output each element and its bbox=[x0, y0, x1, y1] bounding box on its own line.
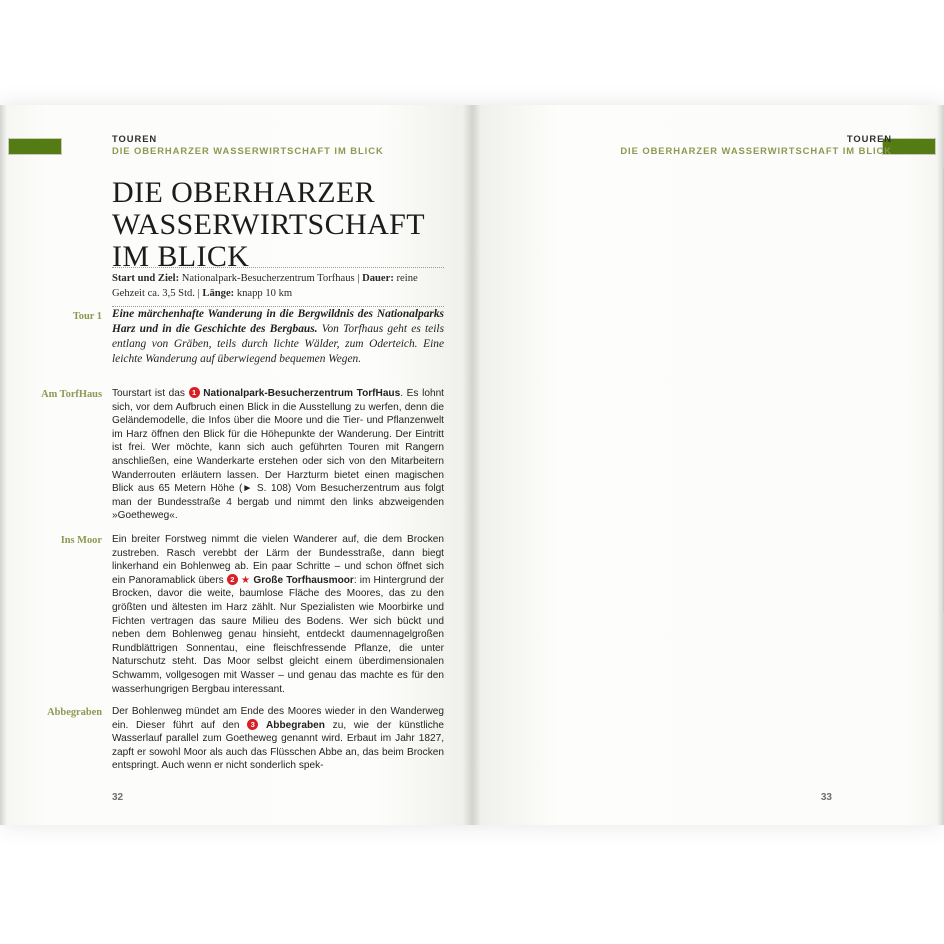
page-edge-shadow-left bbox=[0, 105, 7, 825]
p3-text-b: zu, wie der künstliche Wasserlauf parallel zum Goetheweg genannt wird. Erbaut im Jahr 1827, zapft er sowohl Moor als auch das Flüsschen Abbe an, das beim Brocken entspringt. Auch wenn er nicht sonderlich spek- bbox=[112, 719, 444, 772]
running-head-left bbox=[112, 133, 384, 157]
p2-bold: Große Torfhausmoor bbox=[253, 574, 354, 586]
page-edge-shadow-right bbox=[937, 105, 944, 825]
sidenote-am-torfhaus: Am TorfHaus bbox=[41, 389, 102, 400]
running-head-right-line2: DIE OBERHARZER WASSERWIRTSCHAFT IM BLICK bbox=[620, 145, 892, 156]
facts-value-start: Nationalpark-Besucherzentrum Torfhaus | bbox=[179, 273, 363, 284]
open-book-spread bbox=[0, 105, 944, 825]
inline-marker-1: 1 bbox=[189, 387, 200, 398]
sidenote-abbegraben: Abbegraben bbox=[47, 707, 102, 718]
page-number-right: 33 bbox=[820, 792, 832, 803]
lead-rest-text: Von Torfhaus geht es teils entlang von Gräben, teils durch lichte Wälder, zum Oderteich. Eine leichte Wanderung auf überwiegend bequemen Wegen. bbox=[112, 323, 444, 366]
right-page bbox=[472, 105, 944, 825]
sidenote-ins-moor: Ins Moor bbox=[60, 535, 102, 546]
paragraph-torfhaus bbox=[112, 387, 444, 523]
p2-text-b: : im Hintergrund der Brocken, davor die weite, baumlose Fläche des Moores, das zu den größten und ältesten im Harz zählt. Nur Spezialisten wie Moorbirke und Fichten vertragen das saure Milieu des Bodens. Wer sich bückt und neben dem Bohlenweg genau hinsieht, entdeckt daumennagelgroßen Rundblättrigen Sonnentau, eine fleischfressende Pflanze, die unter Naturschutz steht. Das Moor selbst gleicht einem überdimensionalen Schwamm, vollgesogen mit Wasser – und genau das machte es für den wasserhungrigen Bergbau interessant. bbox=[112, 574, 445, 695]
paragraph-abbegraben bbox=[112, 705, 444, 773]
book-gutter bbox=[463, 105, 481, 825]
left-page bbox=[0, 105, 472, 825]
lead-bold-text: Eine märchenhafte Wanderung in die Bergwildnis des Nationalparks Harz und in die Geschichte des Bergbaus. bbox=[112, 308, 444, 336]
lead-paragraph bbox=[112, 307, 444, 367]
p2-text-a: Ein breiter Forstweg nimmt die vielen Wanderer auf, die dem Brocken zustreben. Rasch verebbt der Lärm der Bundesstraße, dann biegt linkerhand ein Bohlenweg ab. Ein paar Schritte – und schon öffnet sich ein Panoramablick übers bbox=[112, 534, 444, 586]
inline-marker-2: 2 bbox=[227, 574, 238, 585]
page-title: DIE OBERHARZER WASSERWIRTSCHAFT IM BLICK bbox=[112, 176, 425, 273]
page-number-left: 32 bbox=[112, 792, 124, 803]
p1-text-b: . Es lohnt sich, vor dem Aufbruch einen Blick in die Ausstellung zu werfen, denn die Geländemodelle, die Infos über die Moore und die Tier- und Pflanzenwelt im Harz öffnen den Blick für die Höhepunkte der Wanderung. Der Eintritt ist frei. Wer möchte, kann sich auch geführten Touren mit Rangern anschließen, eine Wanderkarte erstehen oder sich von den Mitarbeitern Wanderrouten erläutern lassen. Der Harzturm bietet einen magischen Blick aus 65 Metern Höhe (► S. 108) Vom Besucherzentrum aus folgt man der Bundesstraße 4 bergab und nimmt den links abzweigenden »Goetheweg«. bbox=[112, 388, 444, 522]
facts-label-start: Start und Ziel: bbox=[112, 273, 180, 284]
p1-text-a: Tourstart ist das bbox=[112, 388, 189, 399]
star-icon: ★ bbox=[240, 574, 251, 586]
facts-value-length: knapp 10 km bbox=[234, 287, 293, 299]
running-head-right-line1: TOUREN bbox=[846, 133, 892, 144]
chapter-tab-marker-left bbox=[8, 138, 62, 155]
inline-marker-3: 3 bbox=[247, 719, 258, 730]
running-head-left-line1: TOUREN bbox=[112, 133, 158, 144]
facts-label-duration: Dauer: bbox=[362, 273, 394, 284]
p3-bold: Abbegraben bbox=[266, 719, 325, 731]
p1-bold: Nationalpark-Besucherzentrum TorfHaus bbox=[203, 388, 401, 399]
p3-text-a: Der Bohlenweg mündet am Ende des Moores wieder in den Wanderweg ein. Dieser führt auf den bbox=[112, 706, 444, 731]
facts-value-duration: reine Gehzeit ca. 3,5 Std. | bbox=[112, 273, 418, 299]
tour-facts-box bbox=[112, 267, 444, 307]
sidenote-tour: Tour 1 bbox=[72, 311, 102, 322]
running-head-left-line2: DIE OBERHARZER WASSERWIRTSCHAFT IM BLICK bbox=[112, 145, 384, 156]
facts-label-length: Länge: bbox=[202, 287, 235, 299]
paragraph-moor bbox=[112, 533, 444, 696]
running-head-right bbox=[620, 133, 892, 157]
